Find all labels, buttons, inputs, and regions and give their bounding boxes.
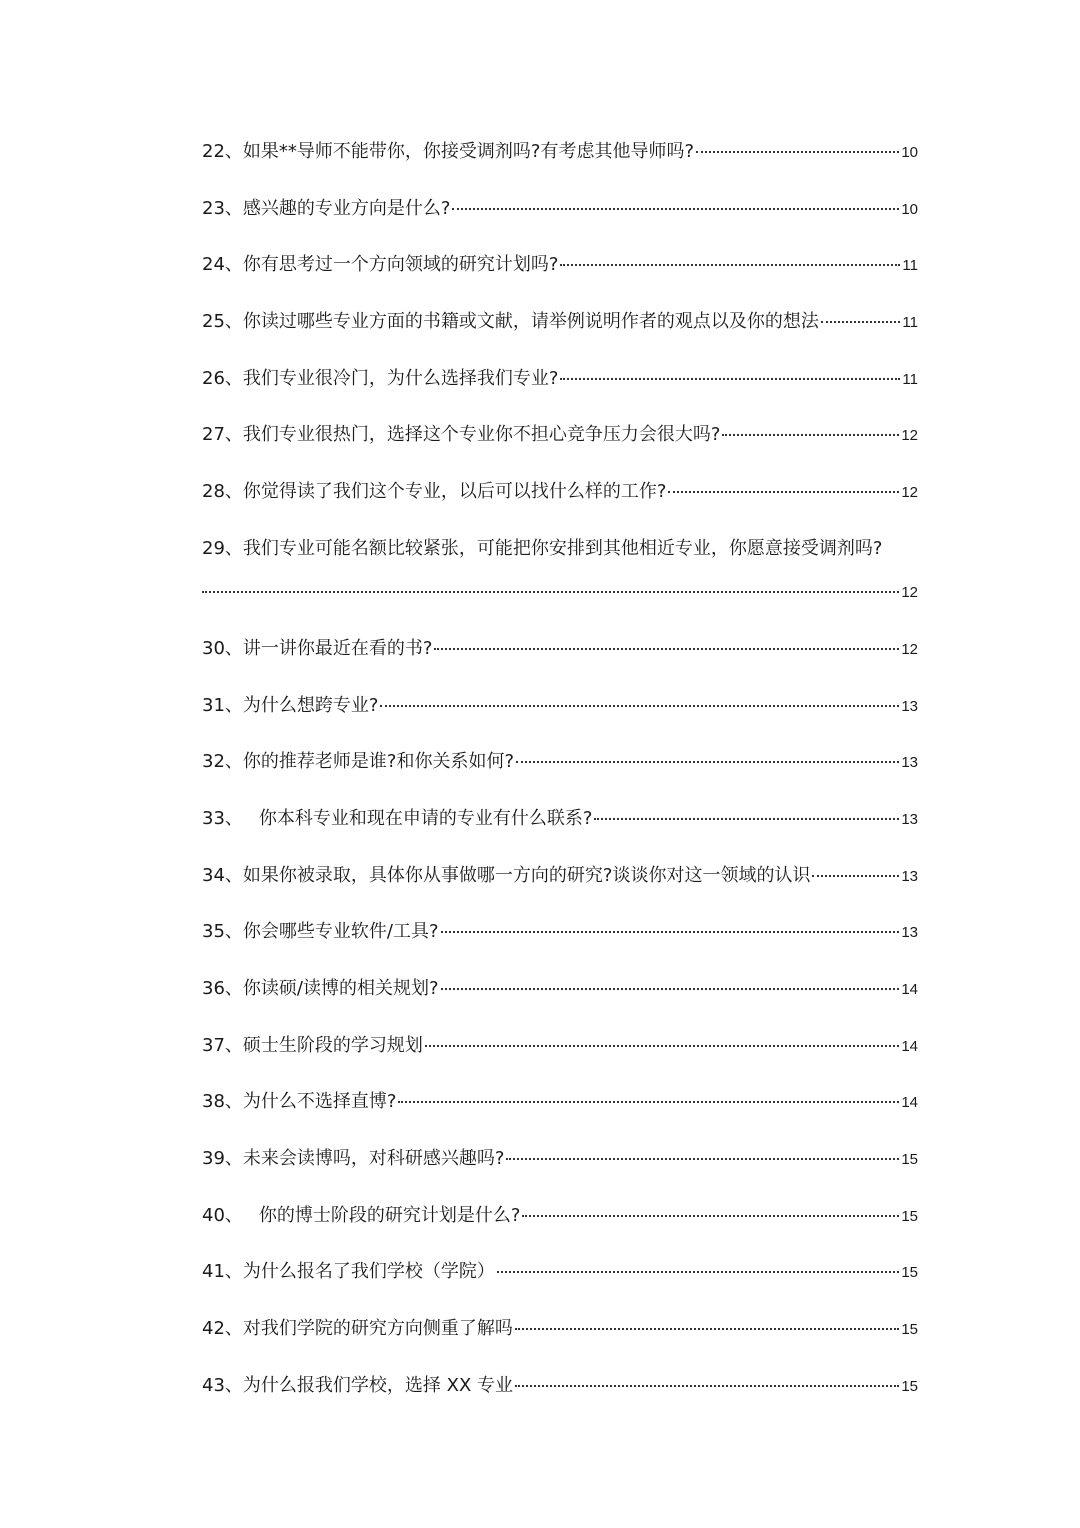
entry-title: 你的推荐老师是谁?和你关系如何? <box>242 751 515 773</box>
entry-page-number: 12 <box>901 583 918 601</box>
entry-number: 32、 <box>202 751 243 773</box>
entry-title: 如果**导师不能带你，你接受调剂吗?有考虑其他导师吗? <box>242 141 695 162</box>
entry-page-number: 13 <box>901 867 918 885</box>
toc-entry-25[interactable] <box>202 310 918 367</box>
dot-leader <box>821 321 901 323</box>
entry-page-number: 10 <box>901 200 918 218</box>
entry-number: 28、 <box>202 481 243 503</box>
toc-entry-41[interactable] <box>202 1260 918 1317</box>
entry-number: 43、 <box>202 1374 243 1396</box>
entry-title: 对我们学院的研究方向侧重了解吗 <box>242 1318 513 1340</box>
entry-title: 我们专业很冷门，为什么选择我们专业? <box>242 367 559 389</box>
dot-leader <box>516 761 899 763</box>
entry-page-number: 15 <box>901 1321 918 1339</box>
entry-number: 22、 <box>202 141 243 162</box>
toc-entry-43[interactable] <box>202 1374 918 1431</box>
toc-entry-36[interactable] <box>202 977 918 1034</box>
dot-leader <box>515 1385 899 1387</box>
dot-leader <box>497 1271 899 1273</box>
dot-leader <box>560 378 900 380</box>
toc-entry-31[interactable] <box>202 694 918 751</box>
toc-entry-30[interactable] <box>202 637 918 694</box>
dot-leader <box>812 875 899 877</box>
dot-leader <box>722 434 899 436</box>
toc-entry-33[interactable] <box>202 807 918 864</box>
entry-number: 25、 <box>202 311 243 333</box>
toc-entry-42[interactable] <box>202 1317 918 1374</box>
entry-title: 我们专业可能名额比较紧张，可能把你安排到其他相近专业，你愿意接受调剂吗? <box>242 537 883 559</box>
entry-title: 我们专业很热门，选择这个专业你不担心竞争压力会很大吗? <box>242 424 721 446</box>
dot-leader <box>696 151 899 153</box>
entry-title: 感兴趣的专业方向是什么? <box>242 197 451 219</box>
entry-page-number: 14 <box>901 1094 918 1112</box>
entry-page-number: 14 <box>901 980 918 998</box>
entry-title: 你的博士阶段的研究计划是什么? <box>258 1204 521 1226</box>
dot-leader <box>441 988 900 990</box>
dot-leader <box>506 1158 899 1160</box>
entry-page-number: 13 <box>901 697 918 715</box>
entry-title: 讲一讲你最近在看的书? <box>242 637 433 659</box>
dot-leader <box>515 1328 899 1330</box>
dot-leader <box>380 705 899 707</box>
toc-entry-35[interactable] <box>202 920 918 977</box>
entry-title: 为什么报我们学校，选择 XX 专业 <box>242 1374 514 1396</box>
entry-number: 33、 <box>202 807 243 829</box>
entry-page-number: 13 <box>901 754 918 772</box>
toc-entry-26[interactable] <box>202 367 918 424</box>
entry-number: 31、 <box>202 694 243 716</box>
dot-leader <box>668 491 899 493</box>
entry-page-number: 13 <box>901 810 918 828</box>
entry-page-number: 14 <box>901 1037 918 1055</box>
entry-page-number: 12 <box>901 427 918 445</box>
entry-page-number: 13 <box>901 924 918 942</box>
table-of-contents <box>202 140 918 1430</box>
entry-title: 你有思考过一个方向领域的研究计划吗? <box>242 254 559 276</box>
entry-title: 硕士生阶段的学习规划 <box>242 1034 423 1056</box>
entry-page-number: 15 <box>901 1264 918 1282</box>
entry-page-number: 11 <box>902 370 918 388</box>
entry-second-line <box>202 581 918 605</box>
entry-title: 未来会读博吗，对科研感兴趣吗? <box>242 1148 505 1169</box>
dot-leader <box>202 591 899 593</box>
entry-page-number: 12 <box>901 484 918 502</box>
entry-number: 26、 <box>202 367 243 389</box>
toc-entry-22[interactable] <box>202 140 918 197</box>
toc-entry-28[interactable] <box>202 480 918 537</box>
dot-leader <box>434 648 899 650</box>
entry-number: 24、 <box>202 254 243 276</box>
entry-page-number: 15 <box>901 1151 918 1168</box>
entry-number: 27、 <box>202 424 243 446</box>
toc-entry-27[interactable] <box>202 423 918 480</box>
entry-page-number: 11 <box>902 314 918 332</box>
entry-page-number: 12 <box>901 640 918 658</box>
entry-first-line <box>202 537 918 561</box>
entry-title: 你读过哪些专业方面的书籍或文献，请举例说明作者的观点以及你的想法 <box>242 311 819 333</box>
entry-page-number: 15 <box>901 1207 918 1225</box>
entry-number: 34、 <box>202 864 243 886</box>
entry-number: 40、 <box>202 1204 243 1226</box>
entry-page-number: 11 <box>902 257 918 275</box>
dot-leader <box>452 208 899 210</box>
entry-title: 你觉得读了我们这个专业，以后可以找什么样的工作? <box>242 481 667 503</box>
toc-entry-29[interactable] <box>202 537 918 637</box>
entry-title: 为什么不选择直博? <box>242 1091 397 1113</box>
toc-entry-32[interactable] <box>202 750 918 807</box>
entry-number: 37、 <box>202 1034 243 1056</box>
entry-title: 为什么报名了我们学校（学院） <box>242 1261 495 1283</box>
dot-leader <box>398 1101 899 1103</box>
entry-number: 29、 <box>202 537 243 559</box>
entry-number: 41、 <box>202 1261 243 1283</box>
entry-number: 42、 <box>202 1318 243 1340</box>
entry-number: 23、 <box>202 197 243 219</box>
toc-entry-37[interactable] <box>202 1034 918 1091</box>
dot-leader <box>560 264 900 266</box>
entry-title: 你读硕/读博的相关规划? <box>242 977 439 999</box>
toc-entry-39[interactable] <box>202 1147 918 1204</box>
entry-title: 如果你被录取，具体你从事做哪一方向的研究?谈谈你对这一领域的认识 <box>242 864 811 886</box>
dot-leader <box>594 818 899 820</box>
entry-title: 为什么想跨专业? <box>242 694 379 716</box>
toc-entry-38[interactable] <box>202 1090 918 1147</box>
entry-number: 30、 <box>202 637 243 659</box>
entry-number: 39、 <box>202 1148 243 1169</box>
dot-leader <box>522 1215 899 1217</box>
entry-title: 你会哪些专业软件/工具? <box>242 921 439 943</box>
entry-number: 35、 <box>202 921 243 943</box>
toc-entry-23[interactable] <box>202 197 918 254</box>
entry-number: 38、 <box>202 1091 243 1113</box>
toc-entry-24[interactable] <box>202 253 918 310</box>
toc-entry-40[interactable] <box>202 1204 918 1261</box>
entry-page-number: 15 <box>901 1377 918 1395</box>
entry-number: 36、 <box>202 977 243 999</box>
dot-leader <box>441 931 900 933</box>
toc-entry-34[interactable] <box>202 864 918 921</box>
entry-page-number: 10 <box>901 144 918 161</box>
entry-title: 你本科专业和现在申请的专业有什么联系? <box>258 807 593 829</box>
dot-leader <box>425 1045 899 1047</box>
